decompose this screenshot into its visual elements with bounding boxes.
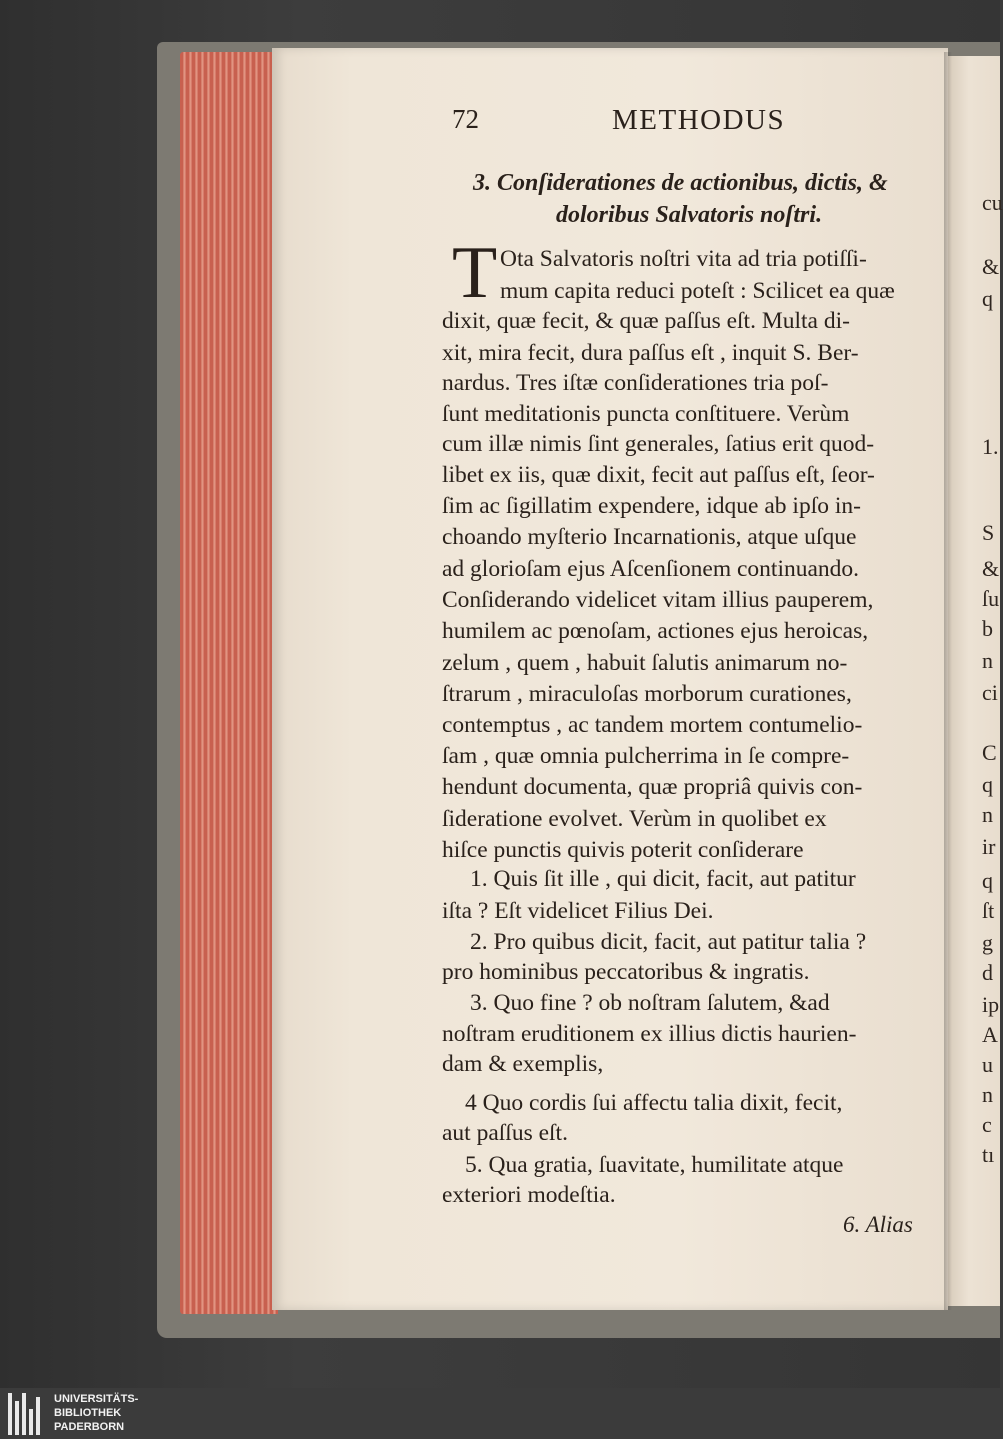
facing-page-fragment: n [982,802,993,827]
facing-page-fragment: ip [982,992,1000,1017]
book-page [272,48,948,1310]
section-heading-line-2: doloribus Salvatoris noſtri. [556,202,823,228]
facing-page-fragment: u [982,1052,993,1077]
library-name-line-3: PADERBORN [54,1421,125,1433]
facing-page-fragment: ci [982,680,998,705]
body-line: iſta ? Eſt videlicet Filius Dei. [442,898,714,924]
body-line: 5. Qua gratia, ſuavitate, humilitate atque [465,1152,844,1178]
body-line: hendunt documenta, quæ propriâ quivis con- [442,774,863,800]
facing-page-fragment: q [982,868,993,893]
facing-page-fragment: ſt [982,898,995,923]
facing-page-fragment: C [982,740,997,765]
catchword: 6. Alias [843,1212,913,1237]
library-logo-icon [8,1393,48,1435]
facing-page-fragment: q [982,772,993,797]
facing-page-fragment: n [982,1082,993,1107]
section-heading-line-1: 3. Conſiderationes de actionibus, dictis, & [473,170,888,196]
facing-page-fragment: ſu [982,586,1000,611]
facing-page-fragment: cu [982,190,1003,215]
facing-page-fragment: q [982,286,993,311]
running-head: METHODUS [612,104,786,136]
facing-page-fragment: S [982,520,995,545]
library-name-line-2: BIBLIOTHEK [54,1407,122,1419]
drop-cap: T [452,232,498,314]
body-line: xit, mira fecit, dura paſſus eſt , inquit S. Ber- [442,340,859,366]
body-line: 4 Quo cordis ſui affectu talia dixit, fecit, [465,1090,843,1116]
body-line: noſtram eruditionem ex illius dictis haurien- [442,1021,857,1047]
body-line: mum capita reduci poteſt : Scilicet ea quæ [500,278,895,304]
library-name-line-1: UNIVERSITÄTS- [54,1393,139,1405]
body-line: dam & exemplis, [442,1051,604,1077]
body-line: 3. Quo fine ? ob noſtram ſalutem, &ad [470,990,830,1016]
body-line: ſideratione evolvet. Verùm in quolibet ex [442,806,827,832]
facing-page-fragment: g [982,930,993,955]
body-line: Ota Salvatoris noſtri vita ad tria potiſſi- [500,246,867,272]
body-line: humilem ac pœnoſam, actiones ejus heroicas, [442,618,869,644]
body-line: zelum , quem , habuit ſalutis animarum no- [442,650,848,676]
body-line: nardus. Tres iſtæ conſiderationes tria poſ- [442,370,829,396]
body-line: ſim ac ſigillatim expendere, idque ab ipſo in- [442,493,861,519]
body-line: libet ex iis, quæ dixit, fecit aut paſſus eſt, ſeor- [442,462,875,488]
body-line: choando myſterio Incarnationis, atque uſque [442,524,857,550]
page-number: 72 [452,104,479,134]
library-name [54,1392,138,1434]
body-line: cum illæ nimis ſint generales, ſatius erit quod- [442,431,875,457]
facing-page-fragment: 1. [982,434,999,459]
facing-page-fragment: & [982,556,1000,581]
facing-page-fragment: tı [982,1142,995,1167]
body-line: hiſce punctis quivis poterit conſiderare [442,837,804,863]
library-logo [0,1390,1000,1439]
gutter-shadow [944,52,952,1310]
facing-page-fragment: n [982,648,993,673]
body-line: ſam , quæ omnia pulcherrima in ſe compre- [442,743,850,769]
facing-page-fragment: b [982,616,993,641]
body-line: pro hominibus peccatoribus & ingratis. [442,959,810,985]
body-line: ad glorioſam ejus Aſcenſionem continuando. [442,556,860,582]
facing-page-fragment: A [982,1022,998,1047]
body-line: dixit, quæ fecit, & quæ paſſus eſt. Multa di- [442,308,850,334]
facing-page-fragment: d [982,960,993,985]
body-line: 1. Quis ſit ille , qui dicit, facit, aut patitur [470,866,856,892]
facing-page-fragment: & [982,254,1000,279]
body-line: 2. Pro quibus dicit, facit, aut patitur talia ? [470,929,867,955]
body-line: ſunt meditationis puncta conſtituere. Verùm [442,401,850,427]
facing-page-fragment: ir [982,834,996,859]
red-page-edges [180,52,278,1314]
body-line: contemptus , ac tandem mortem contumelio- [442,712,863,738]
body-line: exteriori modeſtia. [442,1182,616,1208]
body-line: Conſiderando videlicet vitam illius pauperem, [442,587,874,613]
body-line: aut paſſus eſt. [442,1120,568,1146]
facing-page-fragment: c [982,1112,992,1137]
body-line: ſtrarum , miraculoſas morborum curationes, [442,681,852,707]
